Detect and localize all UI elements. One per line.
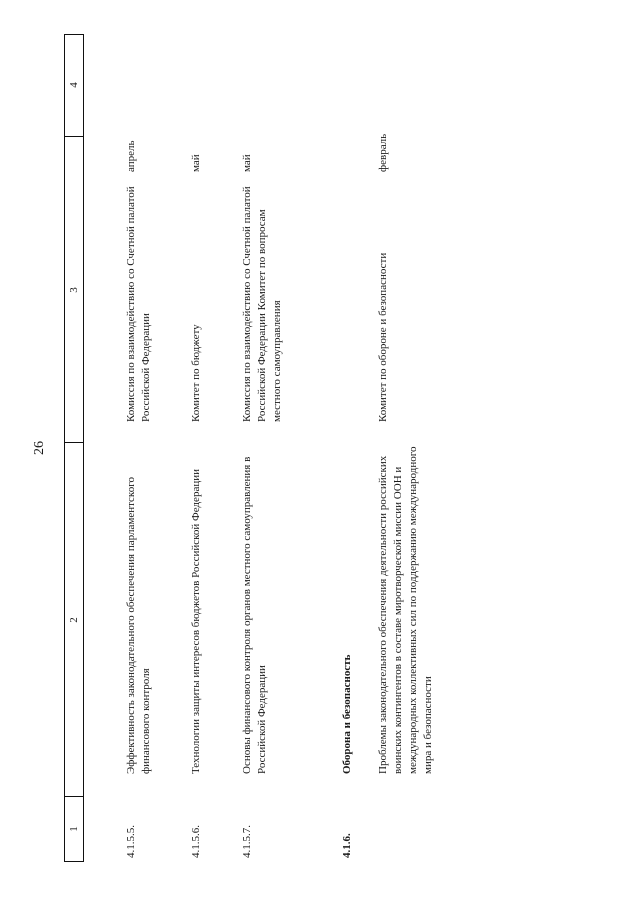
row-month: май — [190, 154, 202, 172]
header-col-2: 2 — [68, 617, 80, 623]
row-title: Основы финансового контроля органов местного самоуправления в Российской Федерации — [241, 456, 268, 774]
row-title: Эффективность законодательного обеспечения парламентского финансового контроля — [125, 477, 152, 774]
row-month: май — [241, 154, 253, 172]
header-col-3: 3 — [68, 287, 80, 293]
row-month: апрель — [125, 140, 137, 172]
row-responsible: Комитет по обороне и безопасности — [377, 252, 389, 422]
section-title: Оборона и безопасность — [341, 654, 353, 774]
row-number: 4.1.5.7. — [241, 825, 253, 858]
row-title: Проблемы законодательного обеспечения деятельности российских воинских контингентов в составе миротворческой миссии ООН и международных коллективных сил по поддержанию международного мира и безопасности — [377, 446, 434, 774]
row-title: Технологии защиты интересов бюджетов Российской Федерации — [190, 469, 202, 774]
section-number: 4.1.6. — [341, 833, 353, 858]
table-header — [64, 34, 84, 862]
row-number: 4.1.5.6. — [190, 825, 202, 858]
row-number: 4.1.5.5. — [125, 825, 137, 858]
row-responsible: Комиссия по взаимодействию со Счетной палатой Российской Федерации — [125, 186, 152, 422]
header-col-4: 4 — [68, 82, 80, 88]
row-responsible: Комиссия по взаимодействию со Счетной палатой Российской Федерации Комитет по вопросам местного самоуправления — [241, 186, 283, 422]
page-number: 26 — [32, 441, 47, 455]
row-month: февраль — [377, 133, 389, 172]
row-responsible: Комитет по бюджету — [190, 324, 202, 422]
header-col-1: 1 — [68, 826, 80, 832]
